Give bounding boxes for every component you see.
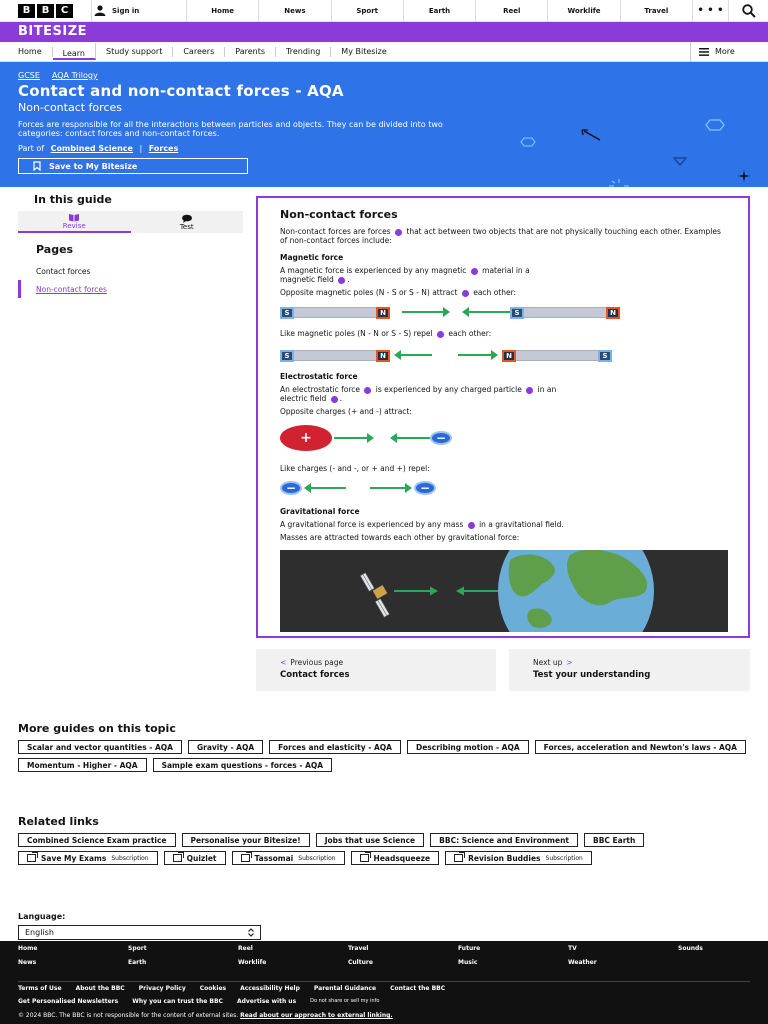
tab-revise[interactable] <box>18 211 131 233</box>
magnetic-heading: Magnetic force <box>280 253 344 262</box>
guide-tabs <box>18 211 243 233</box>
breadcrumb <box>18 71 750 80</box>
save-label: Save to My Bitesize <box>49 161 138 171</box>
magnetic-text: Opposite magnetic poles (N - S or S - N) attract <box>280 288 458 297</box>
copyright-text: © 2024 BBC. The BBC is not responsible for the content of external sites. <box>18 1012 239 1019</box>
bbc-global-bar <box>0 0 768 22</box>
previous-page-title: Contact forces <box>280 670 350 680</box>
next-page-title: Test your understanding <box>533 670 651 680</box>
related-link[interactable] <box>584 833 644 847</box>
related-link-label: Personalise your Bitesize! <box>190 835 301 845</box>
bbc-logo[interactable] <box>18 4 73 18</box>
footer-link[interactable]: Terms of Use <box>18 985 62 992</box>
related-link-label: Save My Exams <box>41 853 107 863</box>
magnet-bar <box>502 350 612 361</box>
pole-s: S <box>598 350 612 362</box>
in-this-guide-heading: In this guide <box>34 193 112 206</box>
subscription-note: Subscription <box>545 854 583 862</box>
related-link[interactable] <box>232 851 345 865</box>
grav-text: A gravitational force is experienced by any mass <box>280 520 464 529</box>
footer-nav-tv[interactable]: TV <box>568 945 577 952</box>
gravity-diagram <box>280 550 728 632</box>
more-label: More <box>715 47 735 56</box>
guide-description: Forces are responsible for all the interactions between particles and objects. They can be divided into two categories: contact forces and non-contact forces. <box>18 120 443 138</box>
related-link[interactable] <box>18 833 176 847</box>
bitesize-nav-learn[interactable]: Learn <box>53 43 96 60</box>
select-arrows-icon <box>248 928 254 937</box>
footer-link[interactable]: Privacy Policy <box>138 985 186 992</box>
bitesize-logo[interactable]: BITESIZE <box>18 24 87 39</box>
glossary-dot-icon[interactable] <box>471 268 478 275</box>
bitesize-nav-careers[interactable]: Careers <box>173 47 225 57</box>
part-of-label: Part of <box>18 144 45 153</box>
guide-link[interactable]: Gravity - AQA <box>188 740 263 754</box>
footer-nav-earth[interactable]: Earth <box>128 959 147 966</box>
previous-page-link[interactable] <box>256 649 496 691</box>
global-nav-reel[interactable]: Reel <box>475 0 547 22</box>
footer-link[interactable]: Cookies <box>199 985 227 992</box>
electrostatic-para-2: Opposite charges (+ and -) attract: <box>280 407 412 416</box>
electro-text: electric field <box>280 394 327 403</box>
footer-divider <box>18 981 750 982</box>
electro-text: An electrostatic force <box>280 385 361 394</box>
footer-link[interactable]: Accessibility Help <box>240 985 300 992</box>
footer-links-row-1 <box>18 985 445 992</box>
gravitational-heading: Gravitational force <box>280 507 360 516</box>
in-this-guide <box>18 193 243 298</box>
bbc-global-nav <box>186 0 692 22</box>
global-nav-home[interactable]: Home <box>186 0 258 22</box>
pole-n: N <box>376 350 390 362</box>
magnetic-text: each other: <box>473 288 517 297</box>
repel-arrow-right-icon <box>370 487 410 489</box>
electrostatic-heading: Electrostatic force <box>280 372 358 381</box>
glossary-dot-icon[interactable] <box>468 522 475 529</box>
magnet-bar <box>280 350 390 361</box>
external-link-icon <box>27 854 36 862</box>
footer-link[interactable]: About the BBC <box>75 985 125 992</box>
pages-heading: Pages <box>36 243 74 256</box>
glossary-dot-icon[interactable] <box>462 290 469 297</box>
attract-magnets-diagram <box>280 305 726 319</box>
footer-nav-sport[interactable]: Sport <box>128 945 147 952</box>
attract-arrow-right-icon <box>334 437 372 439</box>
footer-links-row-2 <box>18 998 379 1005</box>
footer-link[interactable]: Contact the BBC <box>390 985 446 992</box>
electrostatic-para-1: An electrostatic force is experienced by any charged particle in an electric field . <box>280 385 557 403</box>
page-link-non-contact-forces[interactable]: Non-contact forces <box>36 280 243 298</box>
footer-nav-travel[interactable]: Travel <box>348 945 369 952</box>
sign-in-label: Sign in <box>112 6 140 15</box>
footer-link[interactable]: Why you can trust the BBC <box>132 998 223 1005</box>
burst-decoration-icon <box>607 178 631 187</box>
footer-nav-reel[interactable]: Reel <box>238 945 253 952</box>
guide-link[interactable]: Scalar and vector quantities - AQA <box>18 740 182 754</box>
repel-arrow-left-icon <box>396 354 432 356</box>
glossary-dot-icon[interactable] <box>331 396 338 403</box>
related-link-label: Tassomai <box>254 853 294 863</box>
pole-n: N <box>376 307 390 319</box>
guide-link[interactable]: Forces and elasticity - AQA <box>269 740 401 754</box>
electro-text: is experienced by any charged particle <box>375 385 522 394</box>
magnetic-text: A magnetic force is experienced by any magnetic <box>280 266 467 275</box>
bitesize-brand-bar <box>0 22 768 42</box>
footer-copyright <box>18 1012 393 1019</box>
breadcrumb-aqa-trilogy[interactable]: AQA Trilogy <box>51 71 98 80</box>
footer-nav-music[interactable]: Music <box>458 959 478 966</box>
next-page-small: Next up <box>533 658 563 667</box>
magnetic-para-3 <box>280 329 726 338</box>
part-of-separator: | <box>139 144 143 153</box>
related-link[interactable] <box>18 851 158 865</box>
article <box>256 196 750 638</box>
repel-arrow-left-icon <box>306 487 346 489</box>
magnet-bar <box>280 307 390 318</box>
global-nav-news[interactable]: News <box>258 0 330 22</box>
related-link-label: Revision Buddies <box>468 853 541 863</box>
satellite-icon <box>360 568 397 617</box>
footer-link[interactable]: Do not share or sell my info <box>310 998 380 1004</box>
glossary-dot-icon[interactable] <box>395 229 402 236</box>
glossary-dot-icon[interactable] <box>526 387 533 394</box>
earth-icon <box>498 550 654 632</box>
search-button[interactable] <box>728 0 768 22</box>
repel-arrow-right-icon <box>458 354 496 356</box>
next-page-link[interactable] <box>509 649 750 691</box>
bbc-logo-letter: B <box>37 4 54 18</box>
sign-in-link[interactable] <box>91 0 186 22</box>
satellite-earth-illustration <box>280 550 728 632</box>
intro-text-1: Non-contact forces are forces <box>280 227 391 236</box>
external-link-icon <box>241 854 250 862</box>
pages-list <box>18 243 243 298</box>
save-to-my-bitesize-button[interactable] <box>18 158 248 174</box>
global-nav-worklife[interactable]: Worklife <box>547 0 619 22</box>
triangle-decoration-icon <box>672 156 688 166</box>
pole-s: S <box>280 307 294 319</box>
related-link[interactable] <box>445 851 592 865</box>
bitesize-nav <box>0 42 768 62</box>
next-page-caption <box>533 658 726 667</box>
intro-text-2: that act between two objects that are not physically touching each other. Examples of non-contact forces include: <box>280 227 721 245</box>
attract-arrow-left-icon <box>464 311 510 313</box>
more-dots-icon: • • • <box>697 4 724 16</box>
pole-n: N <box>606 307 620 319</box>
subscription-note: Subscription <box>111 854 149 862</box>
negative-charge-icon: − <box>414 481 436 495</box>
pole-n: N <box>502 350 516 362</box>
footer-link[interactable]: Advertise with us <box>236 998 297 1005</box>
footer-nav-future[interactable]: Future <box>458 945 481 952</box>
language-label: Language: <box>18 912 66 921</box>
footer-nav-news[interactable]: News <box>18 959 37 966</box>
tab-test-label: Test <box>179 222 194 231</box>
footer <box>0 941 768 1024</box>
hexagon-decoration-icon <box>520 137 536 147</box>
bitesize-nav-my-bitesize[interactable]: My Bitesize <box>341 46 387 56</box>
electrostatic-para-3: Like charges (- and -, or + and +) repel: <box>280 464 430 473</box>
attract-arrow-right-icon <box>402 311 448 313</box>
subscription-note: Subscription <box>298 854 336 862</box>
related-link[interactable] <box>182 833 310 847</box>
magnetic-text: Like magnetic poles (N - N or S - S) repel <box>280 329 433 338</box>
glossary-dot-icon[interactable] <box>338 277 345 284</box>
star-decoration-icon <box>738 170 750 182</box>
repel-charges-diagram <box>280 481 726 495</box>
magnetic-text: each other: <box>448 329 492 338</box>
language-selector <box>18 904 261 940</box>
related-link-label: BBC: Science and Environment <box>439 835 569 845</box>
page-subtitle: Non-contact forces <box>18 101 122 114</box>
related-link-label: Combined Science Exam practice <box>27 835 167 845</box>
magnetic-text: material in a <box>482 266 530 275</box>
global-nav-sport[interactable]: Sport <box>331 0 403 22</box>
glossary-dot-icon[interactable] <box>437 331 444 338</box>
more-guides-list <box>18 740 748 772</box>
attract-arrow-left-icon <box>392 437 430 439</box>
related-links-list <box>18 833 748 865</box>
glossary-dot-icon[interactable] <box>364 387 371 394</box>
external-link-icon <box>454 854 463 862</box>
pole-s: S <box>510 307 524 319</box>
magnetic-text: magnetic field <box>280 275 334 284</box>
page-link-contact-forces[interactable]: Contact forces <box>36 267 91 276</box>
related-link-label: Headsqueeze <box>373 853 431 863</box>
guide-link[interactable]: Sample exam questions - forces - AQA <box>153 758 332 772</box>
attract-charges-diagram <box>280 424 726 452</box>
footer-nav-sounds[interactable]: Sounds <box>678 945 703 952</box>
related-link[interactable] <box>351 851 440 865</box>
chevron-right-icon: > <box>566 658 573 667</box>
related-link-label: BBC Earth <box>593 835 636 845</box>
guide-link[interactable]: Describing motion - AQA <box>407 740 529 754</box>
negative-charge-icon: − <box>280 481 302 495</box>
negative-charge-icon: − <box>430 431 452 445</box>
footer-nav-home[interactable]: Home <box>18 945 38 952</box>
bitesize-nav-home[interactable]: Home <box>0 47 53 57</box>
grav-text: in a gravitational field. <box>479 520 564 529</box>
bookmark-icon <box>33 161 41 171</box>
footer-nav-culture[interactable]: Culture <box>348 959 373 966</box>
bitesize-nav-study-support[interactable]: Study support <box>96 47 173 57</box>
part-of-link-combined-science[interactable]: Combined Science <box>50 144 133 153</box>
page-title: Contact and non-contact forces - AQA <box>18 82 344 100</box>
chevron-left-icon: < <box>280 658 287 667</box>
bitesize-nav-parents[interactable]: Parents <box>225 47 276 57</box>
bitesize-more-button[interactable] <box>690 42 768 62</box>
language-value: English <box>25 928 54 937</box>
guide-link[interactable]: Forces, acceleration and Newton's laws - AQA <box>535 740 746 754</box>
previous-page-small: Previous page <box>290 658 344 667</box>
speech-bubble-icon <box>181 214 193 223</box>
external-link-icon <box>360 854 369 862</box>
user-icon <box>94 5 106 16</box>
language-select[interactable] <box>18 925 261 940</box>
breadcrumb-gcse[interactable]: GCSE <box>18 71 40 80</box>
bbc-logo-letter: C <box>56 4 73 18</box>
hamburger-icon <box>699 48 709 56</box>
more-menu-button[interactable] <box>692 0 728 22</box>
footer-link[interactable]: Parental Guidance <box>313 985 377 992</box>
footer-nav-worklife[interactable]: Worklife <box>238 959 267 966</box>
part-of <box>18 144 750 153</box>
article-title: Non-contact forces <box>280 208 398 221</box>
related-link-label: Quizlet <box>186 853 217 863</box>
hexagon-decoration-icon <box>705 119 725 131</box>
more-guides-heading: More guides on this topic <box>18 722 176 735</box>
gravitational-para-1 <box>280 520 726 529</box>
footer-nav <box>0 941 768 967</box>
repel-magnets-diagram <box>280 348 726 362</box>
bbc-logo-letter: B <box>18 4 35 18</box>
global-nav-earth[interactable]: Earth <box>403 0 475 22</box>
electro-text: in an <box>537 385 557 394</box>
related-link[interactable] <box>316 833 424 847</box>
article-intro <box>280 227 726 245</box>
previous-page-caption <box>280 658 472 667</box>
external-link-icon <box>173 854 182 862</box>
magnet-bar <box>510 307 620 318</box>
part-of-link-forces[interactable]: Forces <box>148 144 179 153</box>
gravity-arrows <box>394 587 498 596</box>
related-link-label: Jobs that use Science <box>324 835 416 845</box>
positive-charge-icon: + <box>280 425 332 451</box>
book-icon <box>68 213 80 222</box>
footer-link[interactable]: Get Personalised Newsletters <box>18 998 119 1005</box>
external-linking-link[interactable]: Read about our approach to external linking. <box>240 1012 393 1019</box>
related-link[interactable] <box>430 833 578 847</box>
magnetic-para-1: A magnetic force is experienced by any magnetic material in a magnetic field . <box>280 266 530 284</box>
footer-nav-weather[interactable]: Weather <box>568 959 597 966</box>
guide-hero <box>0 62 768 187</box>
tab-revise-label: Revise <box>62 221 86 230</box>
magnetic-para-2 <box>280 288 726 297</box>
search-icon <box>742 4 756 18</box>
related-link[interactable] <box>164 851 226 865</box>
guide-link[interactable]: Momentum - Higher - AQA <box>18 758 147 772</box>
pole-s: S <box>280 350 294 362</box>
gravitational-para-2: Masses are attracted towards each other by gravitational force: <box>280 533 520 542</box>
global-nav-travel[interactable]: Travel <box>620 0 692 22</box>
arrow-decoration-icon <box>580 128 602 142</box>
bitesize-nav-trending[interactable]: Trending <box>276 47 331 57</box>
tab-test[interactable] <box>131 211 244 233</box>
related-links-heading: Related links <box>18 815 99 828</box>
